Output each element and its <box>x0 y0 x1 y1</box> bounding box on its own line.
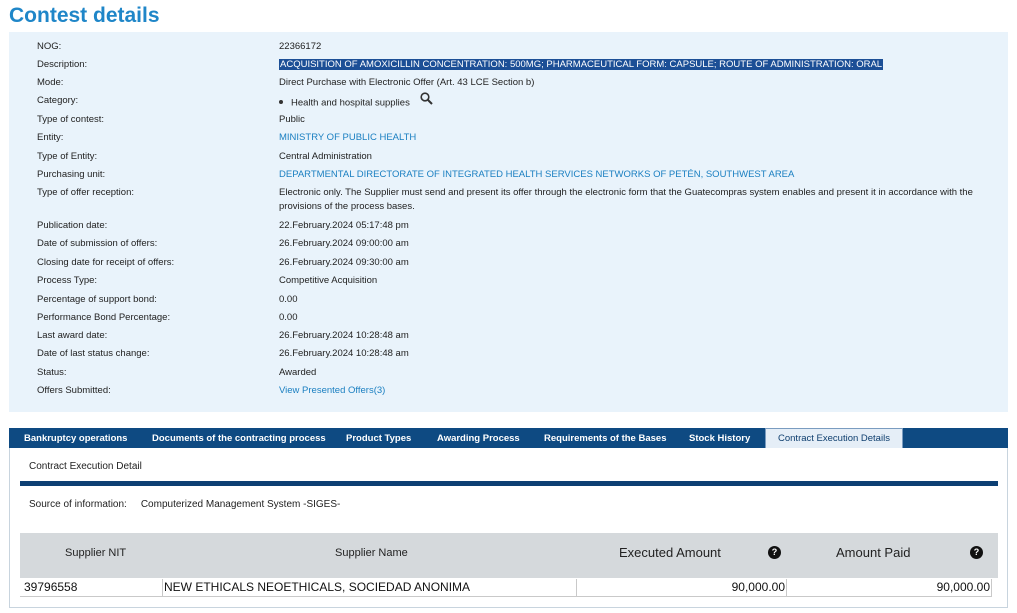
table-header <box>20 533 998 578</box>
detail-value: 26.February.2024 10:28:48 am <box>279 330 409 341</box>
column-header-supplier-nit[interactable]: Supplier NIT <box>65 547 127 559</box>
source-label: Source of information: <box>29 499 127 510</box>
status-value: Awarded <box>279 367 317 378</box>
detail-label: Entity: <box>37 132 64 143</box>
detail-label: Type of contest: <box>37 114 105 125</box>
detail-label: Category: <box>37 95 79 106</box>
detail-label: Description: <box>37 59 88 70</box>
bullet-icon <box>279 100 283 104</box>
detail-label: NOG: <box>37 41 62 52</box>
entity-link[interactable]: MINISTRY OF PUBLIC HEALTH <box>279 132 417 143</box>
tab-bankruptcy-operations[interactable]: Bankruptcy operations <box>24 433 128 444</box>
detail-label: Type of Entity: <box>37 151 98 162</box>
detail-label: Last award date: <box>37 330 108 341</box>
detail-value: 22366172 <box>279 41 322 52</box>
detail-label: Performance Bond Percentage: <box>37 312 171 323</box>
cell-amount-paid: 90,000.00 <box>936 580 990 594</box>
detail-label: Date of last status change: <box>37 348 150 359</box>
column-header-supplier-name[interactable]: Supplier Name <box>335 547 408 559</box>
detail-label: Type of offer reception: <box>37 187 134 198</box>
detail-value: Competitive Acquisition <box>279 275 378 286</box>
detail-label: Percentage of support bond: <box>37 294 157 305</box>
help-icon[interactable]: ? <box>970 546 983 559</box>
tab-stock-history[interactable]: Stock History <box>689 433 751 444</box>
detail-label: Closing date for receipt of offers: <box>37 257 175 268</box>
detail-label: Purchasing unit: <box>37 169 106 180</box>
tab-product-types[interactable]: Product Types <box>346 433 412 444</box>
tab-requirements[interactable]: Requirements of the Bases <box>544 433 667 444</box>
search-icon[interactable] <box>420 92 433 110</box>
detail-value <box>279 94 994 112</box>
contest-details-panel <box>9 32 1008 412</box>
tab-bar <box>9 428 1008 448</box>
view-offers-link[interactable]: View Presented Offers(3) <box>279 385 386 396</box>
detail-label: Mode: <box>37 77 64 88</box>
tab-awarding-process[interactable]: Awarding Process <box>437 433 520 444</box>
help-icon[interactable]: ? <box>768 546 781 559</box>
detail-label: Status: <box>37 367 67 378</box>
detail-value: 26.February.2024 09:30:00 am <box>279 257 409 268</box>
detail-value: 0.00 <box>279 312 298 323</box>
source-value: Computerized Management System -SIGES- <box>140 499 341 510</box>
cell-supplier-nit: 39796558 <box>24 580 78 594</box>
column-header-amount-paid[interactable]: Amount Paid <box>836 545 911 560</box>
detail-label: Publication date: <box>37 220 108 231</box>
detail-value: Direct Purchase with Electronic Offer (Art. 43 LCE Section b) <box>279 77 535 88</box>
table-row <box>20 578 998 598</box>
section-subtitle: Contract Execution Detail <box>29 461 142 472</box>
purchasing-unit-link[interactable]: DEPARTMENTAL DIRECTORATE OF INTEGRATED HEALTH SERVICES NETWORKS OF PETÉN, SOUTHWEST AREA <box>279 169 795 180</box>
tab-contract-execution-details[interactable]: Contract Execution Details <box>765 428 903 448</box>
divider <box>20 481 998 486</box>
detail-value: 26.February.2024 10:28:48 am <box>279 348 409 359</box>
detail-value: Central Administration <box>279 151 372 162</box>
detail-label: Process Type: <box>37 275 98 286</box>
page-title: Contest details <box>9 4 160 27</box>
detail-value: 0.00 <box>279 294 298 305</box>
cell-supplier-name: NEW ETHICALS NEOETHICALS, SOCIEDAD ANONIMA <box>164 580 471 594</box>
column-header-executed-amount[interactable]: Executed Amount <box>619 545 721 560</box>
detail-label: Offers Submitted: <box>37 385 111 396</box>
detail-value: 26.February.2024 09:00:00 am <box>279 238 409 249</box>
detail-value: Public <box>279 114 305 125</box>
source-of-information <box>29 499 340 510</box>
cell-executed-amount: 90,000.00 <box>731 580 785 594</box>
tab-documents[interactable]: Documents of the contracting process <box>152 433 326 444</box>
detail-label: Date of submission of offers: <box>37 238 158 249</box>
detail-value[interactable] <box>279 58 994 72</box>
category-text: Health and hospital supplies <box>291 97 410 109</box>
selected-text[interactable]: ACQUISITION OF AMOXICILLIN CONCENTRATION: 500MG; PHARMACEUTICAL FORM: CAPSULE; ROUTE OF ADMINISTRATION: ORAL <box>280 59 883 70</box>
contract-execution-panel <box>9 448 1008 608</box>
detail-value: Electronic only. The Supplier must send and present its offer through the electronic form that the Guatecompras system enables and present it in accordance with the provisions of the process bases. <box>279 187 973 212</box>
detail-value: 22.February.2024 05:17:48 pm <box>279 220 409 231</box>
